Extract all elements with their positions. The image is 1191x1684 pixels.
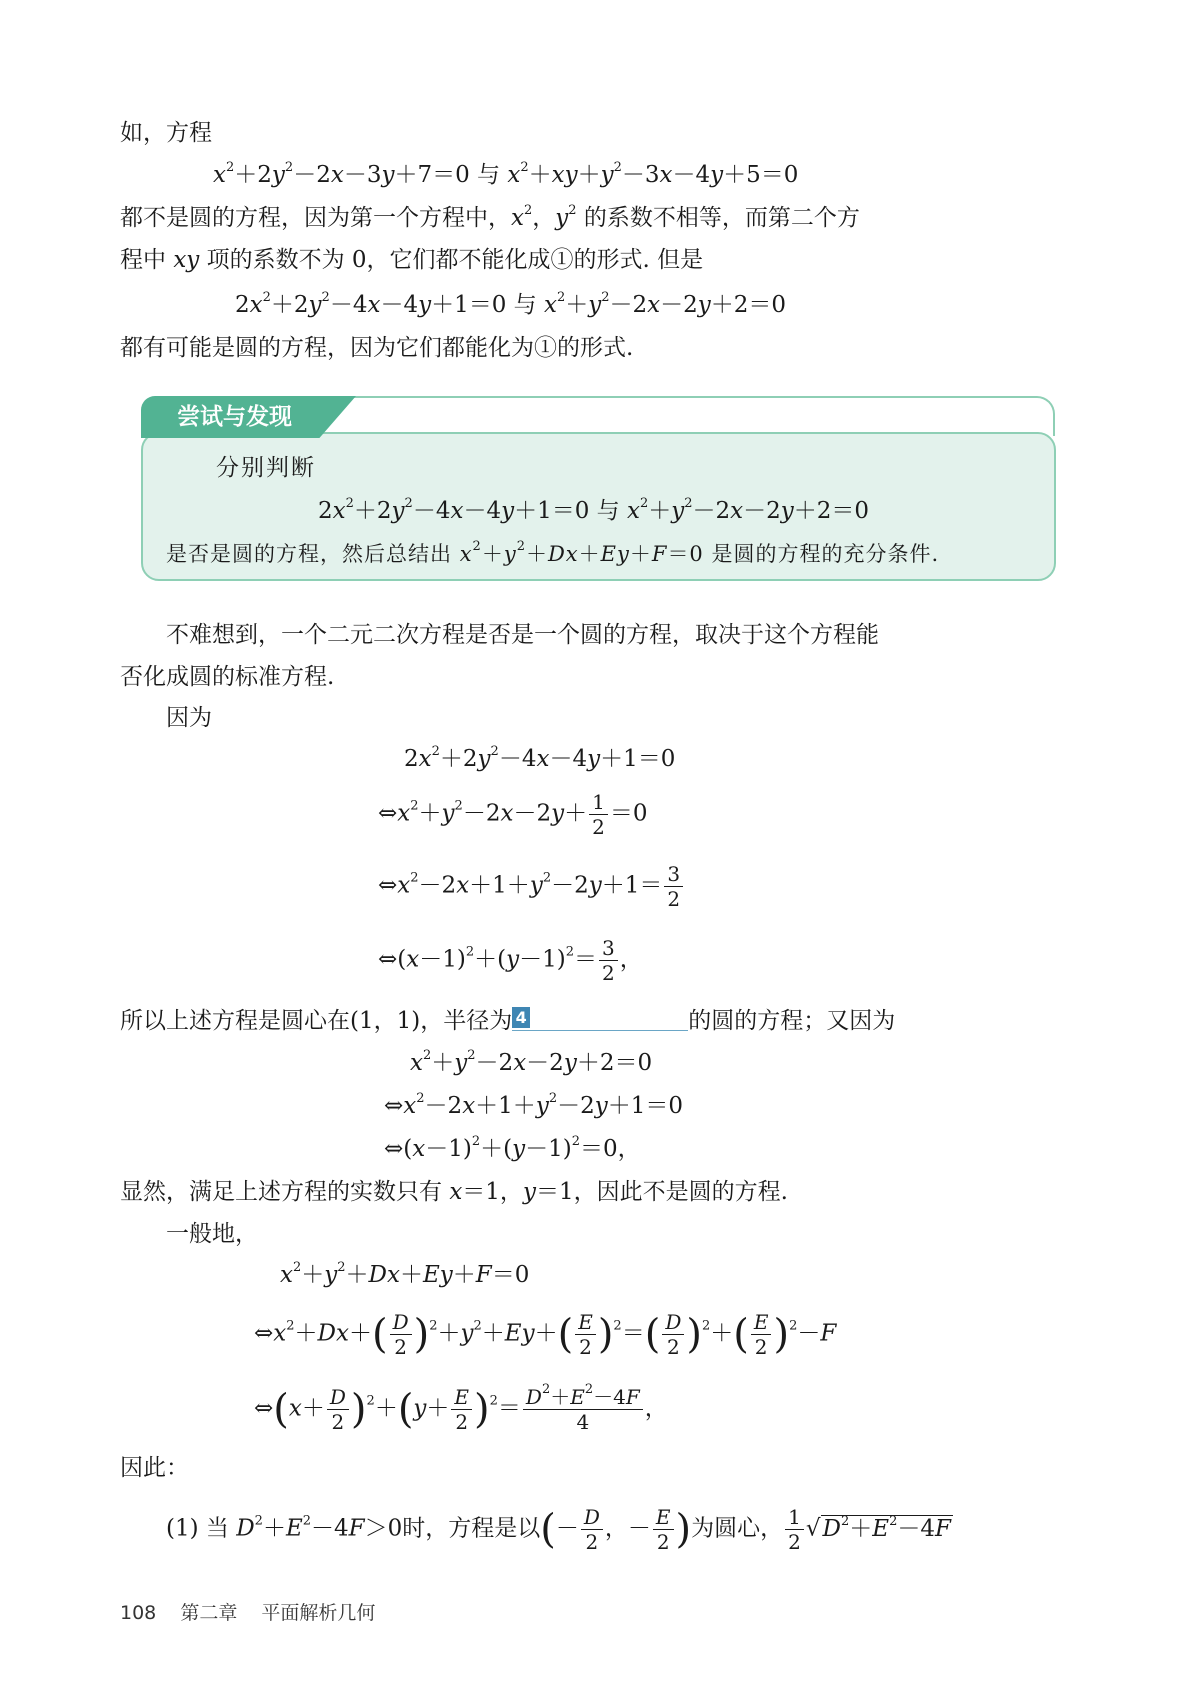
paragraph: 一般地， (166, 1221, 258, 1247)
box-text: 分别判断 (216, 455, 316, 481)
equation: $\Leftrightarrow x^2-2x+1+y^2-2y+1=0$ (384, 1091, 684, 1119)
paragraph: 否化成圆的标准方程. (120, 664, 335, 690)
paragraph: 程中 xy 项的系数不为 0，它们都不能化成①的形式. 但是 (120, 247, 704, 273)
paragraph: 如，方程 (120, 120, 212, 146)
page-number: 108 (120, 1602, 157, 1624)
equation: ⇔(x＋ $\frac{D}{2}$ )$^2$＋(y＋ $\frac{E}{2}$ )$^2$＝ $\frac{D^2+E^2-4F}{4}$ ， (254, 1382, 668, 1434)
paragraph: 所以上述方程是圆心在(1，1)，半径为 4 的圆的方程；又因为 (120, 1008, 896, 1034)
equation: $2x^2+2y^2-4x-4y+1=0$ 与 $x^2+y^2-2x-2y+2=0$ (235, 290, 787, 318)
paragraph: 因此： (120, 1455, 189, 1481)
equation: $x^2+2y^2-2x-3y+7=0$ 与 $x^2+xy+y^2-3x-4y+5=0$ (213, 160, 799, 188)
box-title: 尝试与发现 (177, 404, 292, 430)
equation: $x^2+y^2-2x-2y+2=0$ (410, 1048, 653, 1076)
box-border-line (353, 396, 1055, 436)
chapter-title: 平面解析几何 (261, 1602, 376, 1624)
answer-blank[interactable] (512, 1006, 688, 1031)
paragraph: 因为 (166, 705, 212, 731)
paragraph: 都不是圆的方程，因为第一个方程中，$x^2$，$y^2$ 的系数不相等，而第二个方 (120, 203, 860, 231)
paragraph: 不难想到，一个二元二次方程是否是一个圆的方程，取决于这个方程能 (166, 622, 879, 648)
equation: $\Leftrightarrow x^2-2x+1+y^2-2y+1=$ $\frac{3}{2}$ (378, 862, 685, 911)
box-equation: $2x^2+2y^2-4x-4y+1=0$ 与 $x^2+y^2-2x-2y+2=0$ (318, 496, 870, 524)
page-footer (120, 1598, 393, 1625)
equation: $\Leftrightarrow(x-1)^2+(y-1)^2=$ $\frac{3}{2}$ ， (378, 936, 643, 985)
equation: $\Leftrightarrow x^2+y^2-2x-2y+$ $\frac{1}{2}$ ＝0 (378, 790, 648, 839)
equation: $2x^2+2y^2-4x-4y+1=0$ (404, 744, 676, 772)
box-text: 是否是圆的方程，然后总结出 $x^2+y^2+Dx+Ey+F=0$ 是圆的方程的充分条件. (166, 539, 940, 566)
paragraph: 都有可能是圆的方程，因为它们都能化为①的形式. (120, 335, 634, 361)
try-and-discover-box (141, 396, 1056, 579)
chapter-label: 第二章 (180, 1602, 238, 1624)
equation: $\Leftrightarrow(x-1)^2+(y-1)^2=0$， (384, 1134, 641, 1162)
equation: $x^2+y^2+Dx+Ey+F=0$ (280, 1260, 530, 1288)
paragraph: (1) 当 $D^2+E^2-4F>0$时，方程是以(－ $\frac{D}{2}$ ，－ $\frac{E}{2}$ )为圆心， $\frac{1}{2}$ $√D^2+E^2-4F$ (166, 1505, 951, 1554)
blank-number: 4 (512, 1007, 530, 1028)
equation: $\Leftrightarrow x^2+Dx+$( $\frac{D}{2}$ )$^2+y^2+Ey+$( $\frac{E}{2}$ )$^2$＝( $\frac{D}{2}$ )$^2$＋( $\frac{E}{2}$ )$^2$－F (254, 1310, 837, 1359)
paragraph: 显然，满足上述方程的实数只有 x＝1，y＝1，因此不是圆的方程. (120, 1179, 788, 1205)
